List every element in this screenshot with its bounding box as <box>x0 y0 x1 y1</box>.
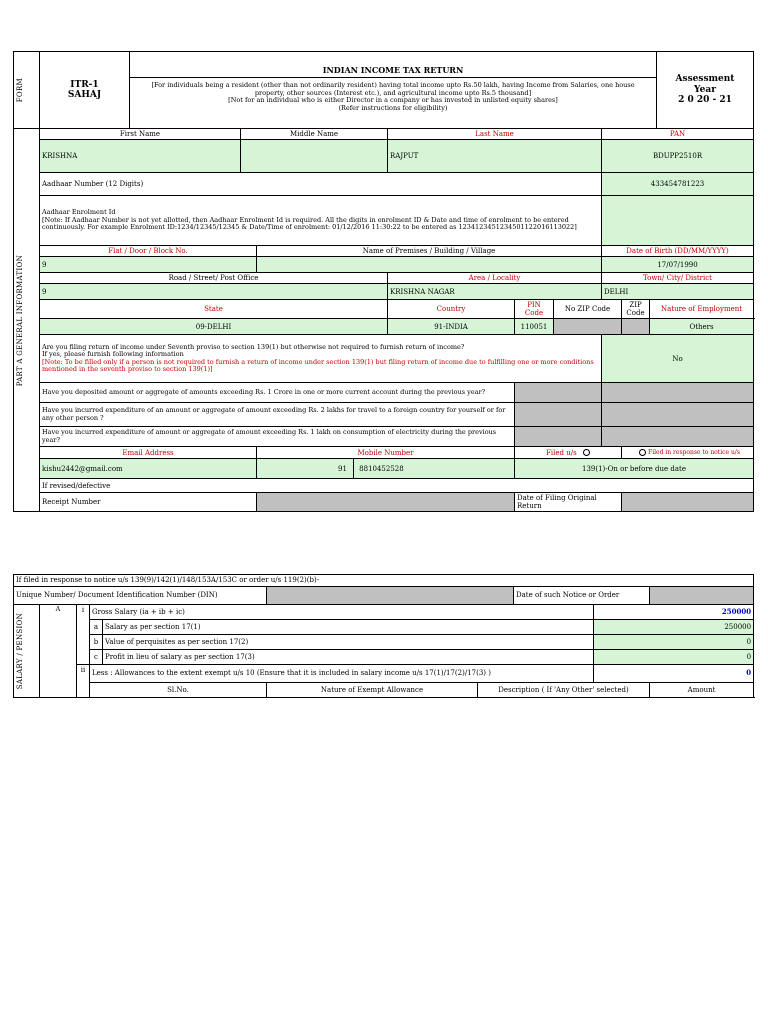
electricity-answer[interactable] <box>515 427 602 447</box>
first-name-label: First Name <box>40 129 241 140</box>
nozip-field[interactable] <box>554 319 622 335</box>
row-b-label: b <box>90 635 103 650</box>
seventh-note: [Note: To be filled only if a person is not required to furnish a return of income under section 139(1) but filing return of income due to fulfilling one or more conditions mentioned in the seventh proviso to section 139(1)] <box>42 357 594 374</box>
notice-date-label: Date of such Notice or Order <box>514 587 650 605</box>
mobile-code-field[interactable]: 91 <box>338 464 347 473</box>
enrolment-field[interactable] <box>602 196 754 246</box>
deposit-question: Have you deposited amount or aggregate of amounts exceeding Rs. 1 Crore in one or more current account during the previous year? <box>40 383 515 403</box>
flat-label: Flat / Door / Block No. <box>40 246 257 257</box>
seventh-proviso-cell <box>40 335 602 383</box>
form-label: FORM <box>16 77 24 103</box>
salary-17-1-label: Salary as per section 17(1) <box>103 620 594 635</box>
filed-response-label: Filed in response to notice u/s <box>648 448 740 456</box>
pin-label: PIN Code <box>515 300 554 319</box>
ay-label-2: Year <box>694 84 716 95</box>
receipt-label: Receipt Number <box>40 493 257 512</box>
aadhaar-field[interactable]: 433454781223 <box>602 173 754 196</box>
less-allowances-label: Less : Allowances to the extent exempt u/s 10 (Ensure that it is included in salary income u/s 17(1)/17(2)/17(3) ) <box>90 665 594 683</box>
receipt-field[interactable] <box>257 493 515 512</box>
filed-response-radio[interactable] <box>639 449 646 456</box>
revised-label: If revised/defective <box>40 479 754 493</box>
ay-value: 2 0 20 - 21 <box>678 95 732 106</box>
perquisites-field[interactable]: 0 <box>594 635 754 650</box>
enrolment-cell <box>40 196 602 246</box>
amount-header: Amount <box>650 683 754 698</box>
form-desc-1: [For individuals being a resident (other than not ordinarily resident) having total income upto Rs.50 lakh, having Income from Salaries, one house property, other sources (Interest etc.), and agricultural income upto Rs.5 thousand] <box>151 81 635 97</box>
row-i-label: i <box>77 605 90 665</box>
part-a-side <box>14 129 40 512</box>
foreign-amount[interactable] <box>602 403 754 427</box>
notice-label: If filed in response to notice u/s 139(9)/142(1)/148/153A/153C or order u/s 119(2)(b)- <box>14 575 754 587</box>
title-cell <box>130 52 657 129</box>
sl-no-header: Sl.No. <box>90 683 267 698</box>
enrolment-note: [Note: If Aadhaar Number is not yet allotted, then Aadhaar Enrolment Id is required. All the digits in enrolment ID & Date and time of enrolment to be entered continuously. For example Enrolment ID:1234/12345/12345 & Date/Time of enrolment: 01/12/2016 11:30:22 to be entered as 1234123451234501122016113022] <box>42 215 577 232</box>
row-c-label: c <box>90 650 103 665</box>
part-a-side-label: PART A GENERAL INFORMATION <box>16 254 24 386</box>
electricity-question: Have you incurred expenditure of amount or aggregate of amount exceeding Rs. 1 lakh on consumption of electricity during the previous year? <box>40 427 515 447</box>
profit-lieu-label: Profit in lieu of salary as per section 17(3) <box>103 650 594 665</box>
perquisites-label: Value of perquisites as per section 17(2) <box>103 635 594 650</box>
orig-date-label: Date of Filing Original Return <box>515 493 622 512</box>
salary-17-1-field[interactable]: 250000 <box>594 620 754 635</box>
road-field[interactable]: 9 <box>40 284 388 300</box>
notice-date-field[interactable] <box>650 587 754 605</box>
seventh-question: Are you filing return of income under Seventh proviso to section 139(1) but otherwise not required to furnish return of income? <box>42 342 465 351</box>
area-label: Area / Locality <box>388 273 602 284</box>
assessment-year-cell <box>657 52 754 129</box>
ay-label-1: Assessment <box>675 74 735 85</box>
din-field[interactable] <box>267 587 514 605</box>
premises-field[interactable] <box>257 257 602 273</box>
form-desc-2: [Not for an individual who is either Director in a company or has invested in unlisted equity shares] <box>228 96 558 105</box>
foreign-question: Have you incurred expenditure of an amount or aggregate of amount exceeding Rs. 2 lakhs for travel to a foreign country for yourself or for any other person ? <box>40 403 515 427</box>
nature-header: Nature of Exempt Allowance <box>267 683 478 698</box>
aadhaar-label: Aadhaar Number (12 Digits) <box>40 173 602 196</box>
last-name-label: Last Name <box>388 129 602 140</box>
header-table <box>13 51 754 129</box>
pan-field[interactable]: BDUPP2510R <box>602 140 754 173</box>
filed-us-cell <box>515 447 622 459</box>
nozip-label: No ZIP Code <box>554 300 622 319</box>
electricity-amount[interactable] <box>602 427 754 447</box>
pin-field[interactable]: 110051 <box>515 319 554 335</box>
mobile-cell <box>338 459 515 479</box>
last-name-field[interactable]: RAJPUT <box>388 140 602 173</box>
employment-field[interactable]: Others <box>650 319 754 335</box>
mobile-field[interactable]: 8810452528 <box>359 464 404 473</box>
enrolment-label: Aadhaar Enrolment Id <box>42 208 116 217</box>
form-name-cell <box>40 52 130 129</box>
email-label: Email Address <box>40 447 257 459</box>
salary-side <box>14 605 40 698</box>
form-side-label <box>14 52 40 129</box>
profit-lieu-field[interactable]: 0 <box>594 650 754 665</box>
town-field[interactable]: DELHI <box>602 284 754 300</box>
zip-field[interactable] <box>622 319 650 335</box>
first-name-field[interactable]: KRISHNA <box>40 140 241 173</box>
row-a-label: a <box>90 620 103 635</box>
gross-salary-value: 250000 <box>594 605 754 620</box>
orig-date-field[interactable] <box>622 493 754 512</box>
form-sub: SAHAJ <box>67 90 102 100</box>
mobile-label: Mobile Number <box>257 447 515 459</box>
section-a-label: A <box>40 605 77 698</box>
filed-us-radio[interactable] <box>583 449 590 456</box>
form-desc-3: (Refer instructions for eligibility) <box>338 103 448 112</box>
seventh-question-2: If yes, please furnish following information <box>42 350 184 359</box>
middle-name-field[interactable] <box>241 140 388 173</box>
dob-label: Date of Birth (DD/MM/YYYY) <box>602 246 754 257</box>
country-label: Country <box>388 300 515 319</box>
area-field[interactable]: KRISHNA NAGAR <box>388 284 602 300</box>
town-label: Town/ City/ District <box>602 273 754 284</box>
middle-name-label: Middle Name <box>241 129 388 140</box>
dob-field[interactable]: 17/07/1990 <box>602 257 754 273</box>
deposit-amount[interactable] <box>602 383 754 403</box>
salary-side-label: SALARY / PENSION <box>16 612 24 690</box>
employment-label: Nature of Employment <box>650 300 754 319</box>
premises-label: Name of Premises / Building / Village <box>257 246 602 257</box>
filed-us-label: Filed u/s <box>546 448 577 457</box>
state-label: State <box>40 300 388 319</box>
flat-field[interactable]: 9 <box>40 257 257 273</box>
state-field[interactable]: 09-DELHI <box>40 319 388 335</box>
pan-label: PAN <box>602 129 754 140</box>
road-label: Road / Street/ Post Office <box>40 273 388 284</box>
gross-salary-label: Gross Salary (ia + ib + ic) <box>90 605 594 620</box>
din-label: Unique Number/ Document Identification Number (DIN) <box>14 587 267 605</box>
filed-us-field[interactable]: 139(1)-On or before due date <box>515 459 754 479</box>
deposit-answer[interactable] <box>515 383 602 403</box>
zip-label: ZIP Code <box>622 300 650 319</box>
description-header: Description ( If 'Any Other' selected) <box>478 683 650 698</box>
less-allowances-value: 0 <box>594 665 754 683</box>
form-name: ITR-1 <box>70 79 99 90</box>
part-b-table <box>13 574 754 698</box>
part-a-table <box>13 128 754 512</box>
country-field[interactable]: 91-INDIA <box>388 319 515 335</box>
filed-response-cell <box>622 447 754 459</box>
row-ii-label: ii <box>77 665 90 698</box>
seventh-answer[interactable]: No <box>602 335 754 383</box>
form-title: INDIAN INCOME TAX RETURN <box>130 64 656 78</box>
foreign-answer[interactable] <box>515 403 602 427</box>
email-field[interactable]: kishu2442@gmail.com <box>40 459 257 479</box>
